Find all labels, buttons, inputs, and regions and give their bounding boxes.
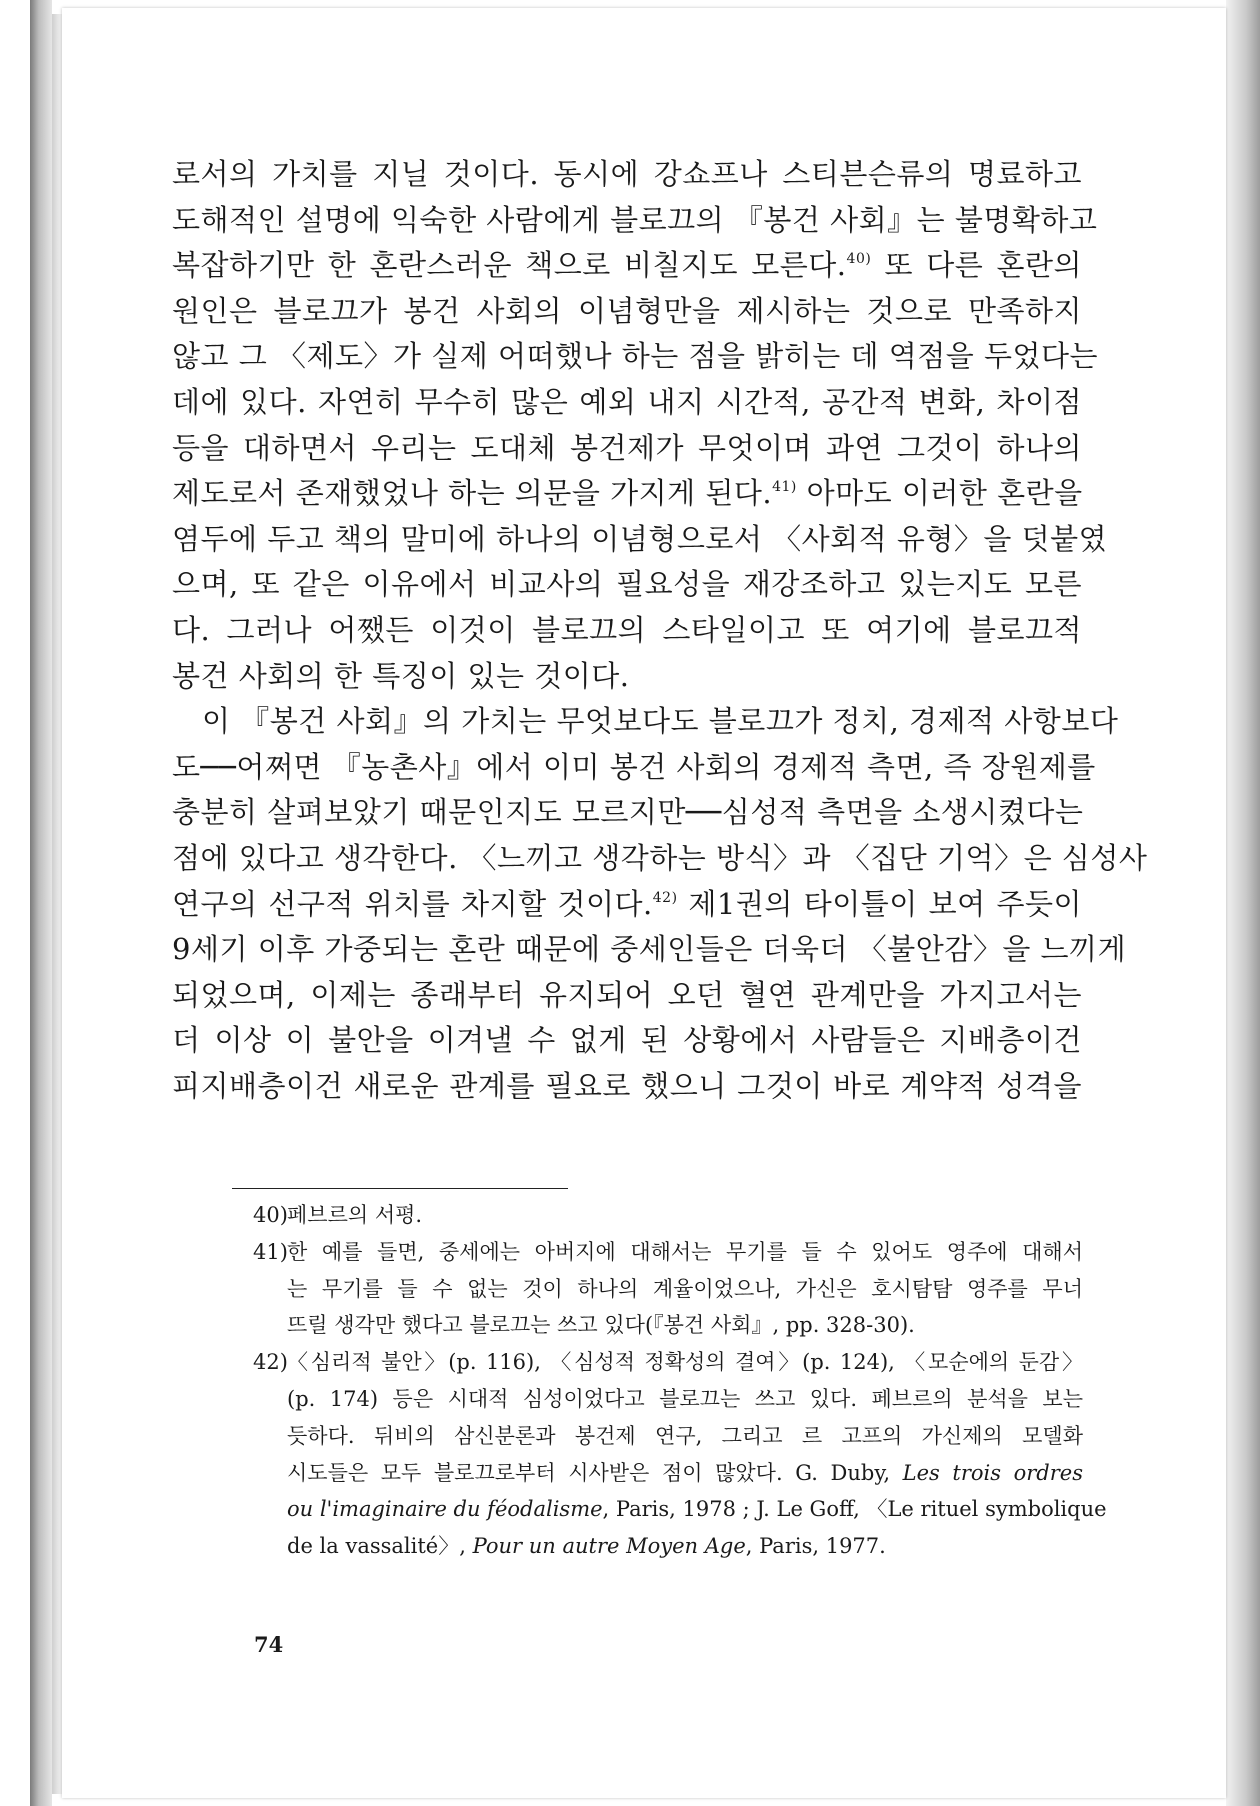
body-line: 로서의 가치를 지닐 것이다. 동시에 강쇼프나 스티븐슨류의 명료하고 (172, 157, 1082, 191)
footnote-line: 페브르의 서평. (287, 1203, 423, 1227)
footnote-ref-42: 42) (652, 889, 678, 906)
footnote-line: 시도들은 모두 블로끄로부터 시사받은 점이 많았다. G. Duby, Les trois ordres (287, 1460, 1083, 1485)
footnote-line: 는 무기를 들 수 없는 것이 하나의 계율이었으나, 가신은 호시탐탐 영주를 무너 (287, 1276, 1083, 1301)
citation-title: ou l'imaginaire du féodalisme (287, 1497, 603, 1522)
body-line: 9세기 이후 가중되는 혼란 때문에 중세인들은 더욱더 〈불안감〉을 느끼게 (172, 932, 1127, 967)
footnote-number: 40) (253, 1203, 288, 1227)
footnote-divider (232, 1188, 568, 1189)
body-line: 피지배층이건 새로운 관계를 필요로 했으니 그것이 바로 계약적 성격을 (172, 1068, 1082, 1103)
footnote-line: 〈심리적 불안〉(p. 116), 〈심성적 정확성의 결여〉(p. 124), 〈모순에의 둔감〉 (287, 1350, 1083, 1375)
body-line: 되었으며, 이제는 종래부터 유지되어 오던 혈연 관계만을 가지고서는 (172, 977, 1082, 1012)
footnote-40 (253, 1197, 1083, 1234)
footnote-line: 한 예를 들면, 중세에는 아버지에 대해서는 무기를 들 수 있어도 영주에 대해서 (287, 1239, 1083, 1264)
body-line: 등을 대하면서 우리는 도대체 봉건제가 무엇이며 과연 그것이 하나의 (172, 430, 1082, 465)
footnote-line: 뜨릴 생각만 했다고 블로끄는 쓰고 있다(『봉건 사회』, pp. 328-30). (287, 1313, 915, 1338)
footnote-number: 42) (253, 1350, 288, 1375)
body-line: 연구의 선구적 위치를 차지할 것이다.$^{42)}$ 제1권의 타이틀이 보여 주듯이 (172, 886, 1083, 921)
footnote-line: ou l'imaginaire du féodalisme, Paris, 1978 ; J. Le Goff, 〈Le rituel symbolique (287, 1497, 1107, 1522)
page-number: 74 (254, 1632, 284, 1657)
book-spine-edge (30, 0, 52, 1806)
footnote-line: de la vassalité〉, Pour un autre Moyen Age, Paris, 1977. (287, 1534, 886, 1559)
footnote-42 (253, 1344, 1107, 1565)
footnote-line: 듯하다. 뒤비의 삼신분론과 봉건제 연구, 그리고 르 고프의 가신제의 모델화 (287, 1423, 1083, 1448)
body-line: 복잡하기만 한 혼란스러운 책으로 비칠지도 모른다.$^{40)}$ 또 다른 혼란의 (172, 248, 1083, 283)
body-line: 제도로서 존재했었나 하는 의문을 가지게 된다.$^{41)}$ 아마도 이러한 혼란을 (172, 476, 1083, 511)
body-line: 으며, 또 같은 이유에서 비교사의 필요성을 재강조하고 있는지도 모른 (172, 567, 1082, 602)
body-line: 염두에 두고 책의 말미에 하나의 이념형으로서 〈사회적 유형〉을 덧붙였 (172, 521, 1108, 556)
footnotes (253, 1197, 1107, 1565)
body-line: 원인은 블로끄가 봉건 사회의 이념형만을 제시하는 것으로 만족하지 (172, 293, 1082, 328)
citation-title: Pour un autre Moyen Age (472, 1534, 746, 1559)
body-line: 않고 그 〈제도〉가 실제 어떠했나 하는 점을 밝히는 데 역점을 두었다는 (172, 339, 1099, 374)
body-line: 이 『봉건 사회』의 가치는 무엇보다도 블로끄가 정치, 경제적 사항보다 (202, 704, 1119, 739)
body-line: 도──어쩌면 『농촌사』에서 이미 봉건 사회의 경제적 측면, 즉 장원제를 (172, 749, 1096, 784)
body-line: 더 이상 이 불안을 이겨낼 수 없게 된 상황에서 사람들은 지배층이건 (172, 1023, 1082, 1058)
body-line: 데에 있다. 자연히 무수히 많은 예외 내지 시간적, 공간적 변화, 차이점 (172, 384, 1082, 419)
footnote-ref-41: 41) (772, 479, 797, 496)
footnote-number: 41) (253, 1239, 288, 1264)
footnote-41 (253, 1234, 1083, 1344)
body-line: 점에 있다고 생각한다. 〈느끼고 생각하는 방식〉과 〈집단 기억〉은 심성사 (172, 840, 1148, 875)
body-text (172, 152, 1148, 1109)
footnote-line: (p. 174) 등은 시대적 심성이었다고 블로끄는 쓰고 있다. 페브르의 분석을 보는 (287, 1386, 1083, 1411)
body-line: 도해적인 설명에 익숙한 사람에게 블로끄의 『봉건 사회』는 불명확하고 (172, 202, 1098, 237)
body-line: 다. 그러나 어쨌든 이것이 블로끄의 스타일이고 또 여기에 블로끄적 (172, 612, 1082, 647)
body-line: 봉건 사회의 한 특징이 있는 것이다. (172, 658, 630, 693)
body-line: 충분히 살펴보았기 때문인지도 모르지만──심성적 측면을 소생시켰다는 (172, 795, 1084, 830)
footnote-ref-40: 40) (846, 251, 872, 268)
page-stack-edge-right (1226, 0, 1260, 1806)
citation-title: Les trois ordres (902, 1460, 1083, 1485)
page-stack-edge-left (52, 14, 62, 1794)
